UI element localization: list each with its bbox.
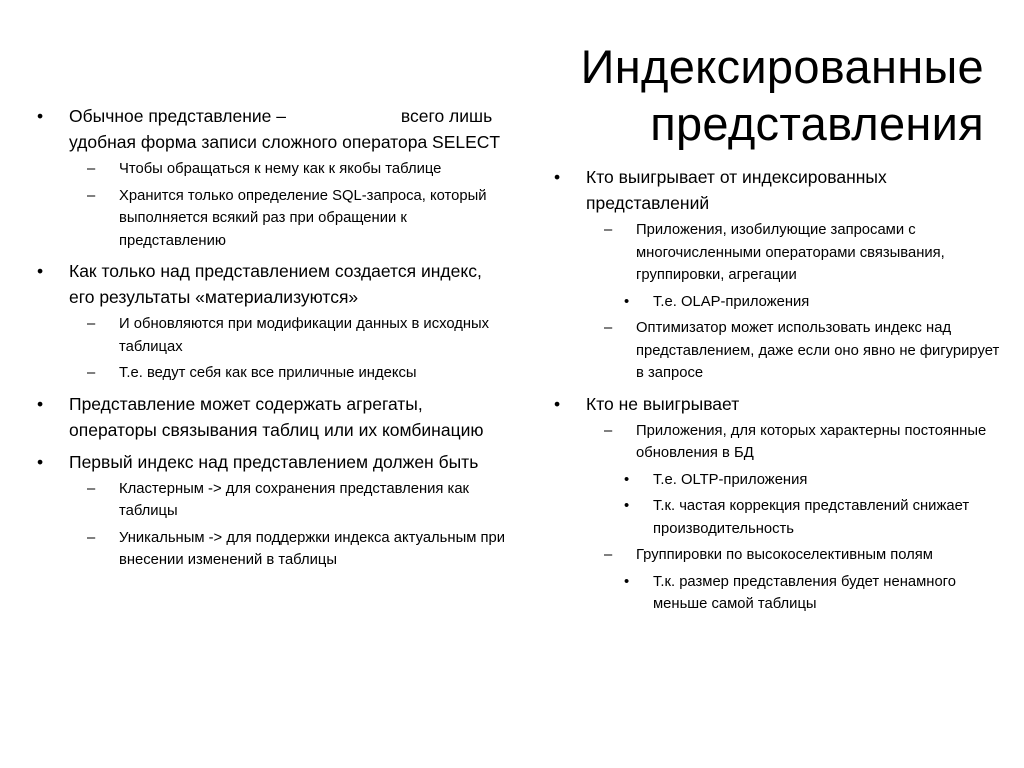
dash-marker: – xyxy=(87,161,96,177)
sub-list-item-text: Т.е. ведут себя как все приличные индексы xyxy=(119,365,417,381)
sub-list-item xyxy=(586,219,1003,287)
list-item xyxy=(36,391,506,443)
dash-marker: – xyxy=(87,316,96,332)
sub-list-item-text: Группировки по высокоселективным полям xyxy=(636,547,933,563)
sub-list-item-text: Приложения, изобилующие запросами с многочисленными операторами связывания, группировки, агрегации xyxy=(636,222,945,283)
left-bullet-list xyxy=(36,103,506,572)
slide-title xyxy=(581,38,984,152)
dash-marker: – xyxy=(87,187,96,204)
sub-list xyxy=(586,544,1003,567)
right-bullet-list xyxy=(553,164,1003,616)
list-item xyxy=(553,391,1003,616)
sub-list-item xyxy=(586,420,1003,465)
sub-list-item-text: Оптимизатор может использовать индекс над представлением, даже если оно явно не фигурирует в запросе xyxy=(636,320,1000,381)
dash-marker: – xyxy=(604,422,613,439)
slide-title-line-1: Индексированные xyxy=(580,40,984,93)
dash-marker: – xyxy=(604,320,613,336)
bullet-marker: • xyxy=(37,106,44,126)
sub-list-item-text: Хранится только определение SQL-запроса, который выполняется всякий раз при обращении к представлению xyxy=(119,187,487,249)
list-item-text: Первый индекс над представлением должен быть xyxy=(69,451,479,472)
sub-sub-list-item-text: Т.к. частая коррекция представлений снижает производительность xyxy=(653,498,970,537)
list-item-text: Как только над представлением создается индекс, его результаты «материализуются» xyxy=(69,261,482,307)
list-item xyxy=(36,103,506,252)
sub-sub-list xyxy=(553,571,1003,616)
bullet-marker: • xyxy=(37,393,44,414)
sub-list xyxy=(69,478,506,572)
dash-marker: – xyxy=(87,529,96,546)
sub-sub-list-item xyxy=(553,469,1003,492)
sub-list-item-text: Приложения, для которых характерны постоянные обновления в БД xyxy=(636,422,987,461)
sub-sub-list-item xyxy=(553,291,1003,314)
sub-sub-list-item xyxy=(553,571,1003,616)
sub-sub-list-item-text: Т.е. OLAP-приложения xyxy=(653,293,810,310)
bullet-marker: • xyxy=(624,498,630,514)
sub-list-item-text: И обновляются при модификации данных в исходных таблицах xyxy=(119,316,490,355)
list-item xyxy=(36,449,506,572)
bullet-marker: • xyxy=(624,293,630,310)
list-item-text-part: всего лишь удобная форма записи сложного оператора SELECT xyxy=(69,106,501,152)
sub-list xyxy=(69,158,506,252)
bullet-marker: • xyxy=(624,471,630,488)
sub-list-item xyxy=(69,313,506,358)
sub-sub-list xyxy=(553,469,1003,541)
bullet-marker: • xyxy=(624,573,630,590)
sub-list xyxy=(586,317,1003,385)
right-column xyxy=(553,164,1003,622)
list-item-text xyxy=(69,106,500,152)
sub-list-item xyxy=(69,362,506,385)
list-item-text-part: Обычное представление – xyxy=(69,106,286,126)
sub-sub-list-item-text: Т.к. размер представления будет ненамного меньше самой таблицы xyxy=(653,573,956,612)
bullet-marker: • xyxy=(37,261,44,281)
dash-marker: – xyxy=(604,222,613,238)
bullet-marker: • xyxy=(554,393,561,414)
dash-marker: – xyxy=(87,365,96,381)
list-item-text: Кто не выигрывает xyxy=(586,393,740,414)
sub-list-item xyxy=(586,317,1003,385)
sub-list-item xyxy=(69,185,506,253)
sub-list-item xyxy=(69,158,506,181)
sub-list xyxy=(69,313,506,385)
bullet-marker: • xyxy=(554,167,561,187)
list-item xyxy=(36,258,506,385)
dash-marker: – xyxy=(604,547,613,563)
sub-list xyxy=(586,420,1003,465)
list-item-text: Представление может содержать агрегаты, операторы связывания таблиц или их комбинацию xyxy=(69,393,484,440)
slide-title-line-2: представления xyxy=(650,97,984,150)
left-column xyxy=(36,103,506,578)
sub-list-item-text: Кластерным -> для сохранения представления как таблицы xyxy=(119,480,470,519)
dash-marker: – xyxy=(87,480,96,497)
sub-list-item-text: Чтобы обращаться к нему как к якобы таблице xyxy=(119,161,442,177)
sub-sub-list-item xyxy=(553,495,1003,540)
sub-list-item-text: Уникальным -> для поддержки индекса актуальным при внесении изменений в таблицы xyxy=(119,529,505,568)
bullet-marker: • xyxy=(37,451,44,472)
sub-sub-list-item-text: Т.е. OLTP-приложения xyxy=(653,471,808,488)
sub-list-item xyxy=(69,527,506,572)
sub-list xyxy=(586,219,1003,287)
sub-list-item xyxy=(586,544,1003,567)
sub-list-item xyxy=(69,478,506,523)
sub-sub-list xyxy=(553,291,1003,314)
list-item-text: Кто выигрывает от индексированных представлений xyxy=(586,167,887,213)
list-item xyxy=(553,164,1003,385)
